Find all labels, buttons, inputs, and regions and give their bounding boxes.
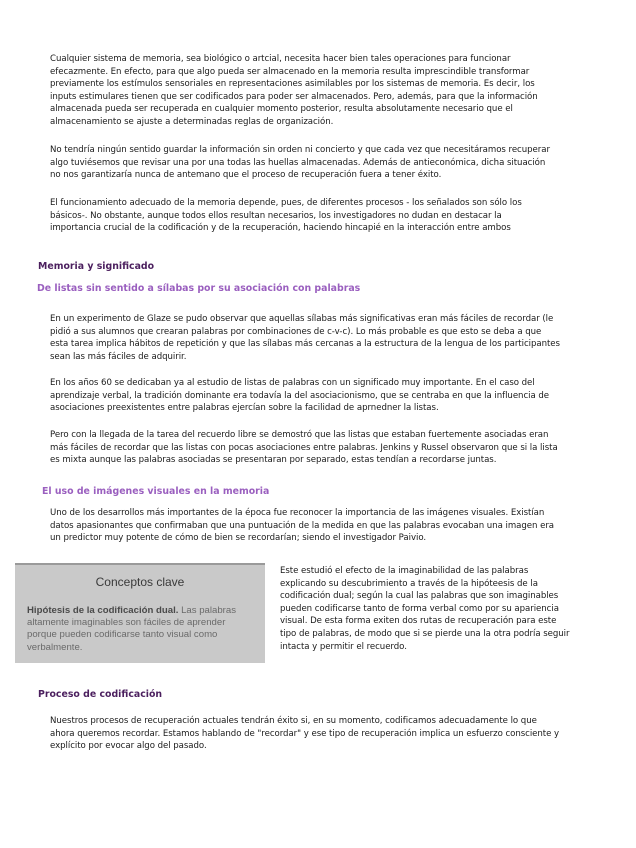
paragraph-recuerdo-libre: Pero con la llegada de la tarea del recuerdo libre se demostró que las listas que estaban fuertemente asociadas eran más fáciles de recordar que las listas con pocas asociaciones entre palabras. Jenkins y Russel observaron que si la lista es mixta aunque las palabras asociadas se presentaran por separado, estas tendían a recordarse juntas. — [50, 430, 558, 466]
paragraph-recuperacion: Nuestros procesos de recuperación actuales tendrán éxito si, en su momento, codificamos adecuadamente lo que ahora queremos recordar. Estamos hablando de "recordar" y ese tipo de recuperación implica un esfuerzo consciente y explícito por evocar algo del pasado. — [50, 716, 560, 752]
concept-box-title: Conceptos clave — [95, 575, 185, 589]
concept-definition: Las palabras altamente imaginables son fáciles de aprender porque pueden codificarse tanto visual como verbalmente. — [27, 605, 237, 653]
heading-listas-silabas: De listas sin sentido a sílabas por su asociación con palabras — [37, 283, 361, 294]
paragraph-codificacion-dual: Este estudió el efecto de la imaginabilidad de las palabras explicando su descubrimiento a través de la hipóteesis de la codificación dual; según la cual las palabras que son imaginables pueden codificarse tanto de forma verbal como por su apariencia visual. De esta forma exiten dos rutas de recuperación para este tipo de palabras, de modo que si se pierde una la otra podría seguir intacta y permitir el recuerdo. — [280, 566, 570, 652]
heading-memoria-significado: Memoria y significado — [38, 261, 155, 272]
concept-box-body — [27, 605, 257, 654]
heading-proceso-codificacion: Proceso de codificación — [38, 689, 163, 700]
heading-imagenes-visuales: El uso de imágenes visuales en la memoria — [42, 486, 270, 497]
paragraph-sistema-memoria: Cualquier sistema de memoria, sea biológico o artcial, necesita hacer bien tales operaciones para funcionar efecazmente. En efecto, para que algo pueda ser almacenado en la memoria resulta imprescindible transformar previamente los estímulos sensoriales en representaciones asimilables por los sistemas de memoria. Es decir, los inputs estimulares tienen que ser codificados para poder ser almacenados. Pero, además, para que la información almacenada pueda ser recuperada en cualquier momento posterior, resulta absolutamente necesario que el almacenamiento se ajuste a determinadas reglas de organización. — [50, 54, 538, 127]
paragraph-anos-60: En los años 60 se dedicaban ya al estudio de listas de palabras con un significado muy importante. En el caso del aprendizaje verbal, la tradición dominante era todavía la del asociacionismo, que se centraba en que la influencia de asociaciones preexistentes entre palabras ejercían sobre la facilidad de aprnedner la listas. — [50, 378, 550, 414]
concept-term: Hipótesis de la codificación dual. — [27, 605, 179, 616]
paragraph-organizacion: No tendría ningún sentido guardar la información sin orden ni concierto y que cada vez que necesitáramos recuperar algo tuviésemos que revisar una por una todas las huellas almacenadas. Además de antieconómica, dicha situación no nos garantizaría nunca de antemano que el proceso de recuperación fuera a tener éxito. — [50, 145, 550, 181]
concept-box — [15, 563, 265, 663]
paragraph-glaze: En un experimento de Glaze se pudo observar que aquellas sílabas más significativas eran más fáciles de recordar (le pidió a sus alumnos que crearan palabras por combinaciones de c-v-c). Lo más probable es que esto se deba a que esta tarea implica hábitos de repetición y que las sílabas más cercanas a la estructura de la lengua de los participantes sean las más fáciles de adquirir. — [50, 314, 560, 362]
paragraph-imagenes: Uno de los desarrollos más importantes de la época fue reconocer la importancia de las imágenes visuales. Existían datos apasionantes que confirmaban que una puntuación de la medida en que las palabras evocaban una imagen era un predictor muy potente de cómo de bien se recordarían; siendo el investigador Paivio. — [50, 508, 555, 544]
paragraph-funcionamiento: El funcionamiento adecuado de la memoria depende, pues, de diferentes procesos - los señalados son sólo los básicos-. No obstante, aunque todos ellos resultan necesarios, los investigadores no dudan en destacar la importancia crucial de la codificación y de la recuperación, haciendo hincapié en la interacción entre ambos — [50, 198, 522, 234]
